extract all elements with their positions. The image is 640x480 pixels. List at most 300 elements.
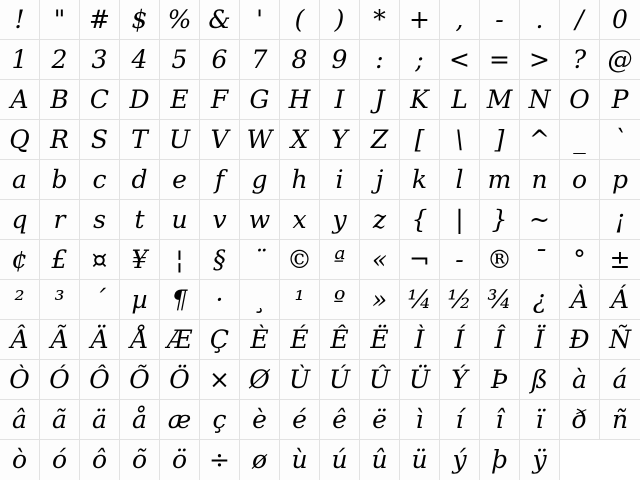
glyph-cell-r9-c2[interactable] [40, 320, 80, 360]
glyph: G [249, 84, 270, 114]
glyph: ® [487, 244, 512, 274]
glyph: V [210, 124, 229, 154]
glyph: ' [256, 4, 263, 34]
glyph: Ì [414, 324, 425, 354]
glyph-cell-r8-c6[interactable] [200, 280, 240, 320]
glyph-cell-r1-c5[interactable] [160, 0, 200, 40]
glyph: ï [535, 404, 544, 434]
glyph-cell-r1-c15[interactable] [560, 0, 600, 40]
glyph-cell-r8-c12[interactable] [440, 280, 480, 320]
glyph: ê [332, 404, 347, 434]
glyph-cell-r1-c7[interactable] [240, 0, 280, 40]
glyph-cell-r10-c14[interactable] [520, 360, 560, 400]
glyph-cell-r2-c10[interactable] [360, 40, 400, 80]
glyph: ° [573, 244, 586, 274]
glyph: ¶ [171, 284, 188, 314]
glyph-cell-r8-c10[interactable] [360, 280, 400, 320]
glyph-cell-r6-c12[interactable] [440, 200, 480, 240]
glyph: : [375, 44, 384, 74]
glyph: ì [415, 404, 424, 434]
glyph: ; [415, 44, 424, 74]
glyph-cell-r9-c5[interactable] [160, 320, 200, 360]
glyph-cell-r3-c6[interactable] [200, 80, 240, 120]
glyph-cell-r10-c16[interactable] [600, 360, 640, 400]
glyph-cell-r9-c8[interactable] [280, 320, 320, 360]
glyph: ü [411, 445, 428, 474]
glyph-cell-r6-c15[interactable] [560, 200, 600, 240]
glyph: ³ [54, 284, 65, 314]
glyph-cell-r7-c11[interactable] [400, 240, 440, 280]
glyph-cell-r9-c7[interactable] [240, 320, 280, 360]
glyph: § [213, 244, 226, 274]
glyph-cell-r4-c5[interactable] [160, 120, 200, 160]
glyph-cell-r3-c12[interactable] [440, 80, 480, 120]
glyph-cell-r8-c16[interactable] [600, 280, 640, 320]
glyph: ¯ [533, 244, 546, 274]
glyph: í [455, 404, 464, 434]
glyph-cell-r7-c5[interactable] [160, 240, 200, 280]
glyph: é [292, 404, 307, 434]
glyph-cell-r11-c15[interactable] [560, 400, 600, 440]
glyph: º [333, 284, 346, 314]
glyph-cell-r6-c16[interactable] [600, 200, 640, 240]
glyph-cell-r4-c3[interactable] [80, 120, 120, 160]
glyph-cell-r2-c12[interactable] [440, 40, 480, 80]
glyph: Â [10, 324, 29, 354]
glyph: ´ [93, 284, 106, 314]
glyph: > [529, 44, 550, 74]
glyph-cell-r5-c13[interactable] [480, 160, 520, 200]
glyph-cell-r12-c4[interactable] [120, 440, 160, 480]
glyph-cell-r11-c10[interactable] [360, 400, 400, 440]
glyph-cell-r3-c14[interactable] [520, 80, 560, 120]
glyph-cell-r4-c1[interactable] [0, 120, 40, 160]
glyph: Þ [491, 364, 508, 394]
glyph-cell-r10-c1[interactable] [0, 360, 40, 400]
glyph-cell-r11-c1[interactable] [0, 400, 40, 440]
glyph-cell-r2-c6[interactable] [200, 40, 240, 80]
glyph-cell-r1-c2[interactable] [40, 0, 80, 40]
glyph-cell-r4-c6[interactable] [200, 120, 240, 160]
glyph-cell-r2-c11[interactable] [400, 40, 440, 80]
glyph-cell-r5-c11[interactable] [400, 160, 440, 200]
glyph-cell-r12-c7[interactable] [240, 440, 280, 480]
glyph: ý [452, 445, 467, 474]
glyph-cell-r6-c5[interactable] [160, 200, 200, 240]
glyph: " [53, 4, 66, 34]
glyph-cell-r5-c6[interactable] [200, 160, 240, 200]
glyph: ô [91, 445, 108, 474]
glyph-cell-r8-c4[interactable] [120, 280, 160, 320]
glyph-cell-r9-c11[interactable] [400, 320, 440, 360]
glyph-cell-r12-c2[interactable] [40, 440, 80, 480]
glyph-cell-r6-c6[interactable] [200, 200, 240, 240]
glyph-cell-r4-c9[interactable] [320, 120, 360, 160]
glyph-cell-r11-c5[interactable] [160, 400, 200, 440]
glyph-cell-r10-c8[interactable] [280, 360, 320, 400]
glyph-cell-r1-c12[interactable] [440, 0, 480, 40]
glyph: 0 [612, 4, 628, 34]
glyph-cell-r4-c2[interactable] [40, 120, 80, 160]
glyph-cell-r5-c2[interactable] [40, 160, 80, 200]
glyph-cell-r1-c10[interactable] [360, 0, 400, 40]
glyph-cell-r4-c15[interactable] [560, 120, 600, 160]
glyph-cell-r6-c2[interactable] [40, 200, 80, 240]
glyph-cell-r9-c4[interactable] [120, 320, 160, 360]
glyph: h [291, 164, 308, 194]
glyph-cell-r6-c7[interactable] [240, 200, 280, 240]
glyph-cell-r12-c1[interactable] [0, 440, 40, 480]
glyph-cell-r1-c13[interactable] [480, 0, 520, 40]
glyph: Î [494, 324, 505, 354]
glyph-cell-r3-c11[interactable] [400, 80, 440, 120]
glyph-cell-r8-c1[interactable] [0, 280, 40, 320]
glyph-cell-r11-c16[interactable] [600, 400, 640, 440]
glyph-cell-r4-c8[interactable] [280, 120, 320, 160]
glyph-cell-r4-c12[interactable] [440, 120, 480, 160]
glyph-cell-r10-c11[interactable] [400, 360, 440, 400]
glyph: ¦ [175, 244, 184, 274]
glyph: a [12, 164, 27, 194]
glyph: + [409, 4, 430, 34]
glyph-cell-r3-c5[interactable] [160, 80, 200, 120]
glyph-cell-r2-c7[interactable] [240, 40, 280, 80]
glyph-cell-r12-c11[interactable] [400, 440, 440, 480]
glyph-cell-r12-c9[interactable] [320, 440, 360, 480]
glyph-cell-r10-c7[interactable] [240, 360, 280, 400]
glyph-cell-r5-c14[interactable] [520, 160, 560, 200]
glyph-cell-r10-c3[interactable] [80, 360, 120, 400]
glyph-cell-r5-c16[interactable] [600, 160, 640, 200]
glyph-cell-r12-c10[interactable] [360, 440, 400, 480]
glyph: T [131, 124, 148, 154]
glyph: F [210, 84, 229, 114]
glyph: ] [494, 124, 505, 154]
glyph-cell-r9-c3[interactable] [80, 320, 120, 360]
glyph: Ñ [609, 324, 631, 354]
glyph-cell-r7-c10[interactable] [360, 240, 400, 280]
glyph-cell-r10-c13[interactable] [480, 360, 520, 400]
glyph: Á [610, 284, 630, 314]
glyph-cell-r5-c1[interactable] [0, 160, 40, 200]
glyph: æ [167, 404, 192, 434]
glyph-cell-r12-c13[interactable] [480, 440, 520, 480]
glyph-cell-r8-c7[interactable] [240, 280, 280, 320]
glyph-cell-r7-c15[interactable] [560, 240, 600, 280]
glyph-cell-r3-c4[interactable] [120, 80, 160, 120]
glyph: þ [491, 445, 508, 474]
glyph-cell-r4-c4[interactable] [120, 120, 160, 160]
glyph-cell-r2-c16[interactable] [600, 40, 640, 80]
glyph-cell-r7-c6[interactable] [200, 240, 240, 280]
glyph: 7 [251, 44, 268, 74]
glyph-cell-r6-c13[interactable] [480, 200, 520, 240]
glyph: 6 [211, 44, 228, 74]
glyph-cell-r7-c14[interactable] [520, 240, 560, 280]
glyph: ¼ [407, 284, 432, 314]
glyph-cell-r4-c11[interactable] [400, 120, 440, 160]
glyph-cell-r2-c1[interactable] [0, 40, 40, 80]
glyph-cell-r3-c15[interactable] [560, 80, 600, 120]
glyph: d [131, 164, 148, 194]
glyph-cell-r1-c3[interactable] [80, 0, 120, 40]
glyph-cell-r6-c11[interactable] [400, 200, 440, 240]
glyph-cell-r11-c4[interactable] [120, 400, 160, 440]
glyph-cell-r10-c9[interactable] [320, 360, 360, 400]
glyph: ? [572, 44, 587, 74]
glyph-cell-r3-c13[interactable] [480, 80, 520, 120]
glyph: Ä [90, 324, 109, 354]
glyph: z [372, 204, 387, 234]
glyph-cell-r7-c3[interactable] [80, 240, 120, 280]
glyph-cell-r1-c14[interactable] [520, 0, 560, 40]
glyph: ( [294, 4, 305, 34]
glyph: ± [609, 244, 631, 274]
glyph: à [572, 364, 587, 394]
glyph-cell-r10-c10[interactable] [360, 360, 400, 400]
glyph: t [134, 204, 145, 234]
glyph-cell-r6-c3[interactable] [80, 200, 120, 240]
glyph: k [411, 164, 428, 194]
glyph-cell-r12-c3[interactable] [80, 440, 120, 480]
glyph-cell-r2-c15[interactable] [560, 40, 600, 80]
glyph-cell-r3-c16[interactable] [600, 80, 640, 120]
glyph-cell-r10-c4[interactable] [120, 360, 160, 400]
glyph-cell-r8-c3[interactable] [80, 280, 120, 320]
glyph: 5 [171, 44, 188, 74]
glyph-cell-r9-c16[interactable] [600, 320, 640, 360]
glyph: Q [9, 124, 30, 154]
glyph-cell-r6-c4[interactable] [120, 200, 160, 240]
glyph: $ [131, 4, 148, 34]
glyph: Ã [50, 324, 69, 354]
glyph-cell-r8-c2[interactable] [40, 280, 80, 320]
glyph-cell-r9-c14[interactable] [520, 320, 560, 360]
glyph-cell-r5-c5[interactable] [160, 160, 200, 200]
glyph-cell-r7-c7[interactable] [240, 240, 280, 280]
glyph: è [252, 404, 267, 434]
glyph-cell-r7-c13[interactable] [480, 240, 520, 280]
glyph: £ [51, 244, 68, 274]
glyph-cell-r5-c8[interactable] [280, 160, 320, 200]
glyph-cell-r11-c6[interactable] [200, 400, 240, 440]
glyph-cell-r11-c8[interactable] [280, 400, 320, 440]
glyph-cell-r11-c3[interactable] [80, 400, 120, 440]
glyph-cell-r7-c4[interactable] [120, 240, 160, 280]
glyph: ¾ [487, 284, 512, 314]
glyph: B [50, 84, 69, 114]
glyph-cell-r12-c14[interactable] [520, 440, 560, 480]
glyph-cell-r10-c2[interactable] [40, 360, 80, 400]
glyph-cell-r12-c6[interactable] [200, 440, 240, 480]
glyph: N [528, 84, 551, 114]
glyph: H [288, 84, 311, 114]
glyph: ù [291, 445, 308, 474]
glyph: ) [334, 4, 345, 34]
glyph: Ø [249, 364, 270, 394]
glyph-cell-r9-c13[interactable] [480, 320, 520, 360]
glyph-cell-r9-c9[interactable] [320, 320, 360, 360]
glyph: 1 [11, 44, 28, 74]
glyph-cell-r6-c8[interactable] [280, 200, 320, 240]
glyph-cell-r10-c12[interactable] [440, 360, 480, 400]
glyph: S [90, 124, 109, 154]
glyph: ó [51, 445, 68, 474]
glyph: Ý [451, 364, 468, 394]
glyph-cell-r6-c9[interactable] [320, 200, 360, 240]
glyph-cell-r11-c11[interactable] [400, 400, 440, 440]
glyph-cell-r2-c14[interactable] [520, 40, 560, 80]
glyph-cell-r9-c10[interactable] [360, 320, 400, 360]
glyph-cell-r9-c6[interactable] [200, 320, 240, 360]
glyph-cell-r2-c2[interactable] [40, 40, 80, 80]
glyph: Y [331, 124, 348, 154]
glyph: f [214, 164, 225, 194]
glyph-cell-r3-c2[interactable] [40, 80, 80, 120]
glyph: õ [131, 445, 148, 474]
glyph: î [495, 404, 504, 434]
glyph: 4 [131, 44, 148, 74]
glyph: / [575, 4, 584, 34]
glyph-cell-r4-c10[interactable] [360, 120, 400, 160]
glyph-cell-r6-c14[interactable] [520, 200, 560, 240]
glyph: ^ [529, 124, 550, 154]
glyph: ½ [447, 284, 472, 314]
glyph-cell-r11-c12[interactable] [440, 400, 480, 440]
glyph: ¿ [532, 284, 547, 314]
glyph: È [250, 324, 269, 354]
glyph: i [335, 164, 344, 194]
glyph-cell-r5-c4[interactable] [120, 160, 160, 200]
glyph-cell-r11-c2[interactable] [40, 400, 80, 440]
glyph-cell-r7-c1[interactable] [0, 240, 40, 280]
glyph-cell-r5-c10[interactable] [360, 160, 400, 200]
glyph-cell-r12-c5[interactable] [160, 440, 200, 480]
glyph-cell-r5-c7[interactable] [240, 160, 280, 200]
glyph-cell-r7-c12[interactable] [440, 240, 480, 280]
glyph: b [51, 164, 68, 194]
glyph-cell-r9-c15[interactable] [560, 320, 600, 360]
glyph-cell-r5-c15[interactable] [560, 160, 600, 200]
glyph-cell-r6-c1[interactable] [0, 200, 40, 240]
glyph: R [50, 124, 69, 154]
glyph-cell-r2-c8[interactable] [280, 40, 320, 80]
glyph-cell-r11-c14[interactable] [520, 400, 560, 440]
glyph-cell-r2-c3[interactable] [80, 40, 120, 80]
glyph-cell-r1-c1[interactable] [0, 0, 40, 40]
glyph-cell-r1-c9[interactable] [320, 0, 360, 40]
glyph: ð [571, 404, 588, 434]
glyph: M [486, 84, 513, 114]
glyph-cell-r8-c11[interactable] [400, 280, 440, 320]
glyph-cell-r3-c7[interactable] [240, 80, 280, 120]
glyph-cell-r8-c13[interactable] [480, 280, 520, 320]
glyph-cell-r4-c16[interactable] [600, 120, 640, 160]
glyph: O [569, 84, 590, 114]
glyph: r [53, 204, 66, 234]
glyph-cell-r11-c9[interactable] [320, 400, 360, 440]
glyph-cell-r1-c4[interactable] [120, 0, 160, 40]
glyph-cell-r3-c1[interactable] [0, 80, 40, 120]
glyph-cell-r4-c7[interactable] [240, 120, 280, 160]
glyph-cell-r7-c8[interactable] [280, 240, 320, 280]
glyph-cell-r5-c12[interactable] [440, 160, 480, 200]
glyph: X [290, 124, 309, 154]
glyph-cell-r4-c14[interactable] [520, 120, 560, 160]
glyph-cell-r12-c12[interactable] [440, 440, 480, 480]
glyph: 2 [51, 44, 68, 74]
glyph: ã [52, 404, 67, 434]
glyph: & [208, 4, 231, 34]
glyph: I [334, 84, 345, 114]
glyph: µ [131, 284, 148, 314]
glyph-cell-r6-c10[interactable] [360, 200, 400, 240]
glyph-cell-r5-c9[interactable] [320, 160, 360, 200]
glyph: , [455, 4, 464, 34]
empty-cell [600, 440, 640, 480]
glyph-cell-r8-c9[interactable] [320, 280, 360, 320]
glyph: ` [613, 124, 627, 154]
glyph-cell-r7-c16[interactable] [600, 240, 640, 280]
glyph-cell-r1-c8[interactable] [280, 0, 320, 40]
glyph-cell-r11-c7[interactable] [240, 400, 280, 440]
glyph: ¤ [91, 244, 108, 274]
glyph-cell-r2-c13[interactable] [480, 40, 520, 80]
glyph-cell-r2-c5[interactable] [160, 40, 200, 80]
glyph-cell-r1-c16[interactable] [600, 0, 640, 40]
glyph-cell-r7-c2[interactable] [40, 240, 80, 280]
glyph-cell-r4-c13[interactable] [480, 120, 520, 160]
glyph: â [12, 404, 27, 434]
glyph: L [451, 84, 468, 114]
glyph: J [374, 84, 385, 114]
glyph: ÿ [532, 445, 547, 474]
glyph: \ [455, 124, 464, 154]
glyph-cell-r10-c6[interactable] [200, 360, 240, 400]
glyph-cell-r7-c9[interactable] [320, 240, 360, 280]
glyph-cell-r3-c10[interactable] [360, 80, 400, 120]
glyph-cell-r1-c6[interactable] [200, 0, 240, 40]
glyph-cell-r8-c14[interactable] [520, 280, 560, 320]
glyph-cell-r10-c15[interactable] [560, 360, 600, 400]
glyph: K [410, 84, 429, 114]
glyph-cell-r3-c3[interactable] [80, 80, 120, 120]
glyph: ¹ [294, 284, 305, 314]
glyph-cell-r1-c11[interactable] [400, 0, 440, 40]
glyph-cell-r9-c12[interactable] [440, 320, 480, 360]
glyph-cell-r11-c13[interactable] [480, 400, 520, 440]
glyph-cell-r5-c3[interactable] [80, 160, 120, 200]
glyph: ø [251, 445, 268, 474]
glyph-cell-r8-c8[interactable] [280, 280, 320, 320]
glyph: ¨ [253, 244, 266, 274]
glyph-cell-r8-c15[interactable] [560, 280, 600, 320]
glyph-cell-r3-c9[interactable] [320, 80, 360, 120]
glyph: û [371, 445, 388, 474]
glyph: Æ [166, 324, 193, 354]
glyph-cell-r10-c5[interactable] [160, 360, 200, 400]
glyph: v [212, 204, 227, 234]
glyph: Z [370, 124, 389, 154]
glyph-cell-r2-c9[interactable] [320, 40, 360, 80]
glyph: c [92, 164, 107, 194]
glyph-cell-r2-c4[interactable] [120, 40, 160, 80]
glyph-cell-r12-c8[interactable] [280, 440, 320, 480]
glyph-cell-r8-c5[interactable] [160, 280, 200, 320]
glyph-cell-r3-c8[interactable] [280, 80, 320, 120]
glyph-cell-r9-c1[interactable] [0, 320, 40, 360]
glyph: . [535, 4, 544, 34]
